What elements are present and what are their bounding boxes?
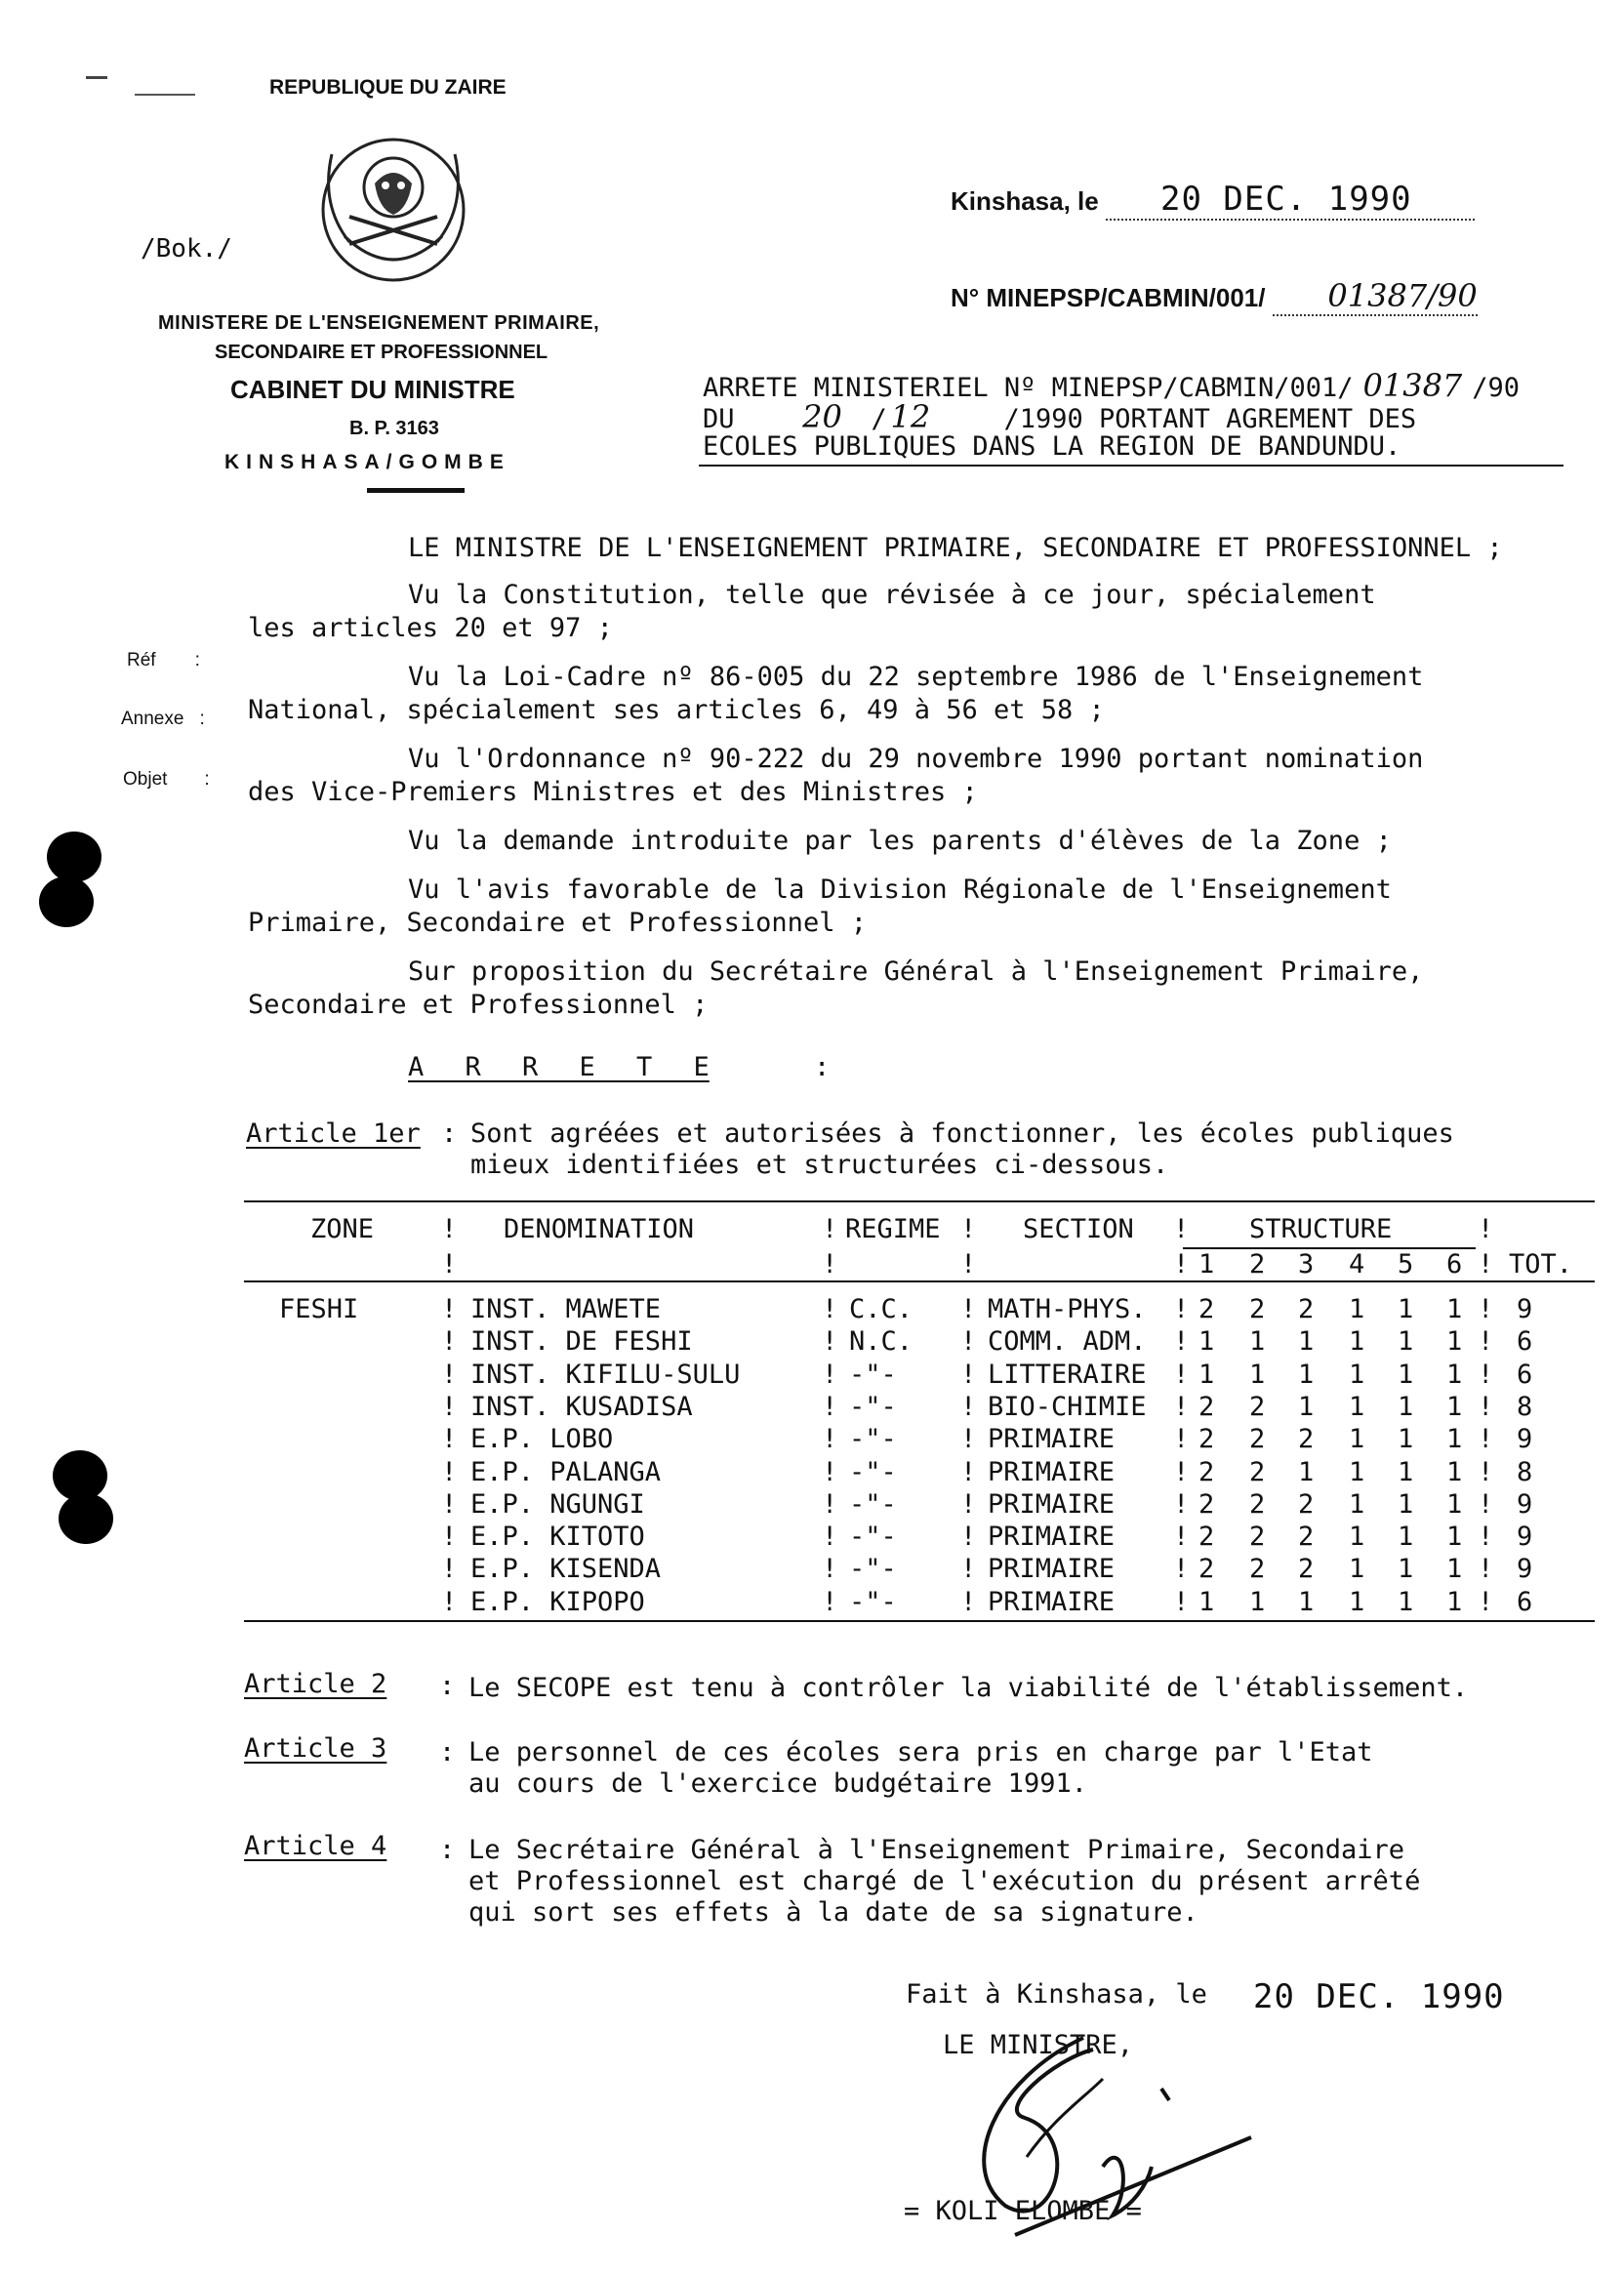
article-1-line1: Sont agréées et autorisées à fonctionner, les écoles publiques	[470, 1118, 1454, 1149]
letterhead-rule	[367, 488, 465, 493]
structure-year-3: 2	[1298, 1294, 1315, 1324]
structure-year-3: 1	[1298, 1392, 1315, 1422]
structure-year-1: 2	[1198, 1457, 1215, 1487]
year-4: 4	[1349, 1249, 1365, 1280]
structure-year-3: 2	[1298, 1489, 1315, 1520]
school-regime: -"-	[849, 1457, 897, 1487]
structure-year-6: 1	[1446, 1457, 1463, 1487]
arrete-colon: :	[814, 1052, 831, 1082]
structure-year-4: 1	[1349, 1554, 1365, 1584]
school-total: 8	[1517, 1392, 1533, 1422]
article-4-line1: Le Secrétaire Général à l'Enseignement Primaire, Secondaire	[468, 1835, 1405, 1865]
table-row: ! INST. DE FESHI ! N.C. ! COMM. ADM. ! 1 1 1 1 1 1 ! 6	[441, 1326, 1533, 1357]
structure-year-1: 2	[1198, 1522, 1215, 1552]
dateline-label: Kinshasa, le	[951, 186, 1099, 216]
structure-year-3: 1	[1298, 1326, 1315, 1357]
preamble-constitution-2: les articles 20 et 97 ;	[248, 613, 613, 643]
preamble-avis-2: Primaire, Secondaire et Professionnel ;	[248, 908, 867, 938]
school-section: PRIMAIRE	[988, 1587, 1116, 1617]
table-row: ! E.P. KIPOPO ! -"- ! PRIMAIRE ! 1 1 1 1 1 1 ! 6	[441, 1587, 1533, 1617]
header-regime: REGIME	[845, 1214, 941, 1244]
margin-label-objet: Objet :	[123, 769, 210, 790]
article-4-line2: et Professionnel est chargé de l'exécution du présent arrêté	[468, 1866, 1421, 1896]
minister-heading: LE MINISTRE DE L'ENSEIGNEMENT PRIMAIRE, SECONDAIRE ET PROFESSIONNEL ;	[408, 533, 1503, 563]
scan-mark	[135, 94, 195, 96]
structure-year-2: 2	[1249, 1457, 1266, 1487]
structure-year-1: 1	[1198, 1360, 1215, 1390]
title-underline	[699, 465, 1563, 467]
structure-year-1: 2	[1198, 1489, 1215, 1520]
school-name: INST. MAWETE	[470, 1294, 662, 1324]
structure-year-4: 1	[1349, 1457, 1365, 1487]
structure-year-6: 1	[1446, 1554, 1463, 1584]
structure-year-3: 1	[1298, 1457, 1315, 1487]
structure-year-6: 1	[1446, 1360, 1463, 1390]
punch-hole	[47, 832, 102, 882]
bok-reference: /Bok./	[141, 234, 232, 264]
postal-box: B. P. 3163	[349, 418, 439, 439]
decree-title-line3: ECOLES PUBLIQUES DANS LA REGION DE BANDUNDU.	[703, 431, 1401, 462]
structure-year-3: 1	[1298, 1360, 1315, 1390]
article-3-line1: Le personnel de ces écoles sera pris en charge par l'Etat	[468, 1737, 1373, 1767]
school-regime: -"-	[849, 1587, 897, 1617]
structure-year-1: 1	[1198, 1587, 1215, 1617]
school-total: 6	[1517, 1587, 1533, 1617]
preamble-proposition-1: Sur proposition du Secrétaire Général à l'Enseignement Primaire,	[408, 956, 1424, 987]
table-row: ! E.P. KITOTO ! -"- ! PRIMAIRE ! 2 2 2 1 1 1 ! 9	[441, 1522, 1533, 1552]
school-total: 9	[1517, 1554, 1533, 1584]
structure-year-4: 1	[1349, 1360, 1365, 1390]
year-1: 1	[1198, 1249, 1215, 1280]
decree-number: 01387	[1362, 367, 1463, 404]
article-4-label: Article 4	[244, 1831, 387, 1861]
structure-year-5: 1	[1398, 1457, 1414, 1487]
zone-feshi: FESHI	[279, 1294, 359, 1324]
school-name: INST. DE FESHI	[470, 1326, 693, 1357]
school-total: 9	[1517, 1294, 1533, 1324]
city-address: KINSHASA/GOMBE	[224, 451, 510, 473]
ministry-name-line1: MINISTERE DE L'ENSEIGNEMENT PRIMAIRE,	[158, 312, 600, 334]
decree-title-line1: ARRETE MINISTERIEL Nº MINEPSP/CABMIN/001/ 01387 /90	[703, 367, 1521, 404]
signatory-name: = KOLI ELOMBE =	[904, 2196, 1142, 2226]
table-row: ! INST. MAWETE ! C.C. ! MATH-PHYS. ! 2 2 2 1 1 1 ! 9	[441, 1294, 1533, 1324]
structure-year-2: 1	[1249, 1587, 1266, 1617]
margin-label-annexe: Annexe :	[121, 709, 205, 729]
school-total: 9	[1517, 1489, 1533, 1520]
decree-day: 20	[802, 398, 842, 435]
structure-year-5: 1	[1398, 1587, 1414, 1617]
structure-year-2: 2	[1249, 1554, 1266, 1584]
school-regime: -"-	[849, 1360, 897, 1390]
structure-year-4: 1	[1349, 1392, 1365, 1422]
reference-number	[951, 277, 1478, 316]
national-emblem	[310, 127, 476, 293]
school-section: MATH-PHYS.	[988, 1294, 1147, 1324]
table-header-rule	[244, 1280, 1595, 1282]
table-row: ! E.P. LOBO ! -"- ! PRIMAIRE ! 2 2 2 1 1 1 ! 9	[441, 1424, 1533, 1454]
school-section: PRIMAIRE	[988, 1457, 1116, 1487]
structure-year-5: 1	[1398, 1554, 1414, 1584]
structure-year-6: 1	[1446, 1489, 1463, 1520]
preamble-constitution-1: Vu la Constitution, telle que révisée à ce jour, spécialement	[408, 580, 1376, 610]
arrete-heading: A R R E T E	[408, 1052, 710, 1082]
table-row: ! E.P. PALANGA ! -"- ! PRIMAIRE ! 2 2 1 1 1 1 ! 8	[441, 1457, 1533, 1487]
school-name: E.P. KITOTO	[470, 1522, 645, 1552]
structure-year-3: 1	[1298, 1587, 1315, 1617]
structure-year-6: 1	[1446, 1294, 1463, 1324]
header-denomination: DENOMINATION	[504, 1214, 695, 1244]
school-name: INST. KUSADISA	[470, 1392, 693, 1422]
structure-year-2: 2	[1249, 1522, 1266, 1552]
structure-year-4: 1	[1349, 1587, 1365, 1617]
article-2-sep: :	[439, 1671, 456, 1701]
structure-year-2: 2	[1249, 1392, 1266, 1422]
school-regime: -"-	[849, 1424, 897, 1454]
preamble-avis-1: Vu l'avis favorable de la Division Régionale de l'Enseignement	[408, 874, 1392, 905]
closing-place: Fait à Kinshasa, le	[906, 1979, 1207, 2010]
school-regime: -"-	[849, 1489, 897, 1520]
table-row: ! INST. KIFILU-SULU ! -"- ! LITTERAIRE ! 1 1 1 1 1 1 ! 6	[441, 1360, 1533, 1390]
structure-year-3: 2	[1298, 1554, 1315, 1584]
school-regime: -"-	[849, 1522, 897, 1552]
closing-date-stamp: 20 DEC. 1990	[1253, 1977, 1505, 2016]
article-4-line3: qui sort ses effets à la date de sa signature.	[468, 1897, 1198, 1928]
school-name: E.P. KISENDA	[470, 1554, 662, 1584]
article-1-sep: :	[441, 1118, 458, 1149]
school-total: 6	[1517, 1326, 1533, 1357]
minister-title: LE MINISTRE,	[943, 2030, 1134, 2060]
reference-label: N° MINEPSP/CABMIN/001/	[951, 283, 1266, 312]
year-3: 3	[1298, 1249, 1315, 1280]
school-regime: N.C.	[849, 1326, 914, 1357]
header-total: TOT.	[1509, 1249, 1573, 1280]
school-regime: -"-	[849, 1392, 897, 1422]
structure-year-4: 1	[1349, 1294, 1365, 1324]
article-3-line2: au cours de l'exercice budgétaire 1991.	[468, 1768, 1087, 1799]
article-1-line2: mieux identifiées et structurées ci-dessous.	[470, 1150, 1169, 1180]
structure-year-5: 1	[1398, 1392, 1414, 1422]
table-row: ! E.P. NGUNGI ! -"- ! PRIMAIRE ! 2 2 2 1 1 1 ! 9	[441, 1489, 1533, 1520]
structure-year-5: 1	[1398, 1294, 1414, 1324]
preamble-proposition-2: Secondaire et Professionnel ;	[248, 990, 709, 1020]
structure-year-2: 1	[1249, 1360, 1266, 1390]
school-total: 8	[1517, 1457, 1533, 1487]
article-1-label: Article 1er	[246, 1118, 421, 1149]
school-section: BIO-CHIMIE	[988, 1392, 1147, 1422]
structure-year-1: 2	[1198, 1554, 1215, 1584]
structure-year-1: 2	[1198, 1294, 1215, 1324]
structure-year-5: 1	[1398, 1326, 1414, 1357]
article-4-sep: :	[439, 1835, 456, 1865]
structure-year-6: 1	[1446, 1424, 1463, 1454]
preamble-loi-cadre-1: Vu la Loi-Cadre nº 86-005 du 22 septembre 1986 de l'Enseignement	[408, 662, 1424, 692]
year-2: 2	[1249, 1249, 1266, 1280]
margin-label-ref: Réf :	[127, 650, 200, 670]
school-name: E.P. LOBO	[470, 1424, 614, 1454]
structure-year-2: 1	[1249, 1326, 1266, 1357]
dateline-value: 20 DEC. 1990	[1106, 180, 1475, 221]
header-structure: STRUCTURE	[1249, 1214, 1393, 1244]
decree-month: 12	[890, 398, 931, 435]
dateline	[951, 180, 1475, 221]
school-section: PRIMAIRE	[988, 1522, 1116, 1552]
scan-mark	[86, 76, 107, 79]
ministry-name-line2: SECONDAIRE ET PROFESSIONNEL	[215, 342, 548, 363]
structure-year-5: 1	[1398, 1424, 1414, 1454]
decree-title-line2: DU 20 / 12 /1990 PORTANT AGREMENT DES	[703, 398, 1417, 435]
structure-year-6: 1	[1446, 1522, 1463, 1552]
structure-year-5: 1	[1398, 1522, 1414, 1552]
cabinet-heading: CABINET DU MINISTRE	[230, 375, 515, 404]
structure-year-3: 2	[1298, 1424, 1315, 1454]
structure-year-4: 1	[1349, 1326, 1365, 1357]
school-section: PRIMAIRE	[988, 1489, 1116, 1520]
structure-year-5: 1	[1398, 1489, 1414, 1520]
structure-year-1: 1	[1198, 1326, 1215, 1357]
preamble-loi-cadre-2: National, spécialement ses articles 6, 49 à 56 et 58 ;	[248, 695, 1105, 725]
year-6: 6	[1446, 1249, 1463, 1280]
header-zone: ZONE	[310, 1214, 375, 1244]
table-header-row-1: ZONE ! DENOMINATION ! REGIME ! SECTION ! STRUCTURE !	[310, 1214, 1494, 1244]
structure-year-4: 1	[1349, 1522, 1365, 1552]
school-section: PRIMAIRE	[988, 1554, 1116, 1584]
school-total: 9	[1517, 1424, 1533, 1454]
table-header-row-2: ! ! ! ! 1 2 3 4 5 6 ! TOT.	[441, 1249, 1573, 1280]
school-name: E.P. NGUNGI	[470, 1489, 645, 1520]
year-5: 5	[1398, 1249, 1414, 1280]
table-bottom-rule	[244, 1620, 1595, 1622]
preamble-demande: Vu la demande introduite par les parents d'élèves de la Zone ;	[408, 826, 1392, 856]
school-section: LITTERAIRE	[988, 1360, 1147, 1390]
structure-year-6: 1	[1446, 1587, 1463, 1617]
article-2-label: Article 2	[244, 1669, 387, 1699]
school-total: 9	[1517, 1522, 1533, 1552]
school-section: COMM. ADM.	[988, 1326, 1147, 1357]
table-row: ! E.P. KISENDA ! -"- ! PRIMAIRE ! 2 2 2 1 1 1 ! 9	[441, 1554, 1533, 1584]
table-row: ! INST. KUSADISA ! -"- ! BIO-CHIMIE ! 2 2 1 1 1 1 ! 8	[441, 1392, 1533, 1422]
structure-year-2: 2	[1249, 1294, 1266, 1324]
article-2-line1: Le SECOPE est tenu à contrôler la viabilité de l'établissement.	[468, 1673, 1469, 1703]
school-name: INST. KIFILU-SULU	[470, 1360, 741, 1390]
article-3-label: Article 3	[244, 1733, 387, 1764]
school-regime: -"-	[849, 1554, 897, 1584]
school-section: PRIMAIRE	[988, 1424, 1116, 1454]
header-section: SECTION	[1023, 1214, 1134, 1244]
school-name: E.P. KIPOPO	[470, 1587, 645, 1617]
structure-year-5: 1	[1398, 1360, 1414, 1390]
punch-hole	[39, 876, 94, 927]
structure-year-6: 1	[1446, 1392, 1463, 1422]
structure-year-4: 1	[1349, 1424, 1365, 1454]
structure-year-4: 1	[1349, 1489, 1365, 1520]
republic-heading: REPUBLIQUE DU ZAIRE	[269, 76, 507, 99]
structure-year-2: 2	[1249, 1489, 1266, 1520]
school-regime: C.C.	[849, 1294, 914, 1324]
structure-year-2: 2	[1249, 1424, 1266, 1454]
table-top-rule	[244, 1200, 1595, 1202]
structure-year-1: 2	[1198, 1392, 1215, 1422]
reference-value: 01387/90	[1273, 277, 1478, 316]
preamble-ordonnance-2: des Vice-Premiers Ministres et des Ministres ;	[248, 777, 978, 807]
school-total: 6	[1517, 1360, 1533, 1390]
structure-year-1: 2	[1198, 1424, 1215, 1454]
structure-year-6: 1	[1446, 1326, 1463, 1357]
school-name: E.P. PALANGA	[470, 1457, 662, 1487]
article-3-sep: :	[439, 1737, 456, 1767]
preamble-ordonnance-1: Vu l'Ordonnance nº 90-222 du 29 novembre 1990 portant nomination	[408, 744, 1424, 774]
structure-year-3: 2	[1298, 1522, 1315, 1552]
